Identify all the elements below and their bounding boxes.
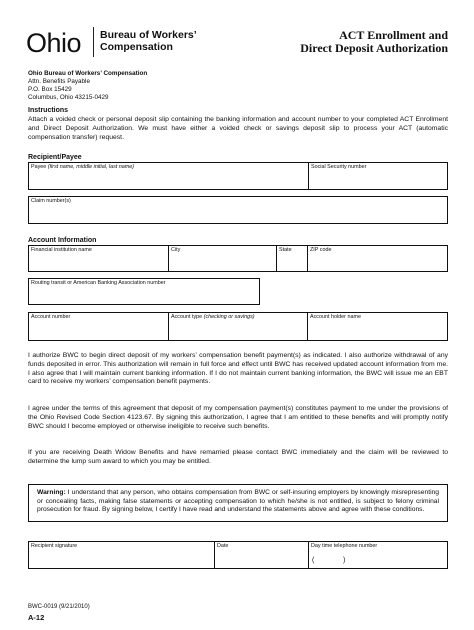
fraud-warning-box [28,484,448,522]
account-number-field[interactable] [29,313,168,340]
claim-number-field[interactable] [28,196,448,224]
agency-name-line1: Bureau of Workers’ [100,29,197,41]
state-label: State [279,247,292,253]
recipient-signature-label: Recipient signature [31,543,78,549]
phone-label: Day time telephone number [311,543,378,549]
authorization-paragraph-2: I agree under the terms of this agreement that deposit of my compensation payment(s) constitutes payment to me under the provisions of the Ohio Revised Code Section 4123.67. By signing this authorization, I agree that I am entitled to these benefits and will promptly notify BWC should I become employed or otherwise ineligible to receive such benefits. [28,405,448,430]
page-code: A-12 [28,613,45,622]
account-type-field[interactable] [168,313,307,340]
account-heading: Account Information [28,237,97,244]
state-field[interactable] [276,246,307,271]
phone-field[interactable] [308,542,447,568]
account-row [28,312,448,341]
form-title-line1: ACT Enrollment and [339,28,448,42]
instructions-heading: Instructions [28,107,69,114]
account-holder-field[interactable] [307,313,447,340]
account-type-label-main: Account type [171,314,204,320]
claim-number-label: Claim number(s) [31,198,71,204]
authorization-paragraph-1: I authorize BWC to begin direct deposit of my workers’ compensation benefit payment(s) as indicated. I also authorize withdrawal of any funds deposited in error. This authorization will remain in full force and effect until BWC has received updated account information from me. I also agree that I will maintain current banking information. If I do not maintain current banking information, the BWC will issue me an EBT card to receive my workers’ compensation benefit payments. [28,352,448,386]
routing-number-field[interactable] [28,278,260,305]
payee-label [31,164,134,171]
institution-label: Financial institution name [31,247,92,253]
mailing-city: Columbus, Ohio 43215-0429 [28,94,109,101]
city-field[interactable] [168,246,276,271]
zip-field[interactable] [307,246,447,271]
date-label: Date [217,543,229,549]
form-title-line2: Direct Deposit Authorization [300,41,448,55]
instructions-text: Attach a voided check or personal deposit slip containing the banking information and account number to your completed ACT Enrollment and Direct Deposit Authorization. We must have either a voided check or savings deposit slip to process your ACT (automatic compensation transfer) request. [28,116,448,141]
payee-label-main: Payee [31,164,48,170]
recipient-heading: Recipient/Payee [28,154,82,161]
phone-area-open: ( [312,557,315,564]
ohio-logo: Ohio [26,28,82,58]
account-type-label-hint: (checking or savings) [203,314,255,320]
warning-label: Warning: [37,489,66,496]
city-label: City [171,247,181,253]
recipient-signature-field[interactable] [29,542,214,568]
ssn-label: Social Security number [311,164,367,170]
payee-label-hint: (first name, middle initial, last name) [47,164,135,170]
payee-row [28,162,448,190]
routing-number-label: Routing transit or American Banking Association number [31,280,166,286]
account-type-label [171,314,255,321]
logo-divider [93,27,94,57]
institution-field[interactable] [29,246,168,271]
agency-name-line2: Compensation [100,41,173,53]
date-field[interactable] [214,542,308,568]
institution-row [28,245,448,272]
account-number-label: Account number [31,314,71,320]
phone-area-close: ) [343,557,346,564]
mailing-box: P.O. Box 15429 [28,86,72,93]
payee-field[interactable] [29,163,308,189]
warning-text: I understand that any person, who obtains compensation from BWC or self-insuring employers by knowingly misrepresenting or concealing facts, making false statements or accepting compensation to which he/she is not entitled, is subject to felony criminal prosecution for fraud. By signing below, I certify I have read and understand the statements above and agree with these conditions. [37,489,439,514]
signature-row [28,541,448,569]
zip-label: ZIP code [310,247,332,253]
mailing-name: Ohio Bureau of Workers’ Compensation [28,70,148,77]
death-widow-paragraph: If you are receiving Death Widow Benefits and have remarried please contact BWC immediately and the claim will be reviewed to determine the lump sum award to which you may be entitled. [28,449,448,465]
form-id: BWC-0019 (9/21/2010) [28,604,90,610]
account-holder-label: Account holder name [310,314,361,320]
ssn-field[interactable] [308,163,447,189]
mailing-attn: Attn. Benefits Payable [28,78,90,85]
